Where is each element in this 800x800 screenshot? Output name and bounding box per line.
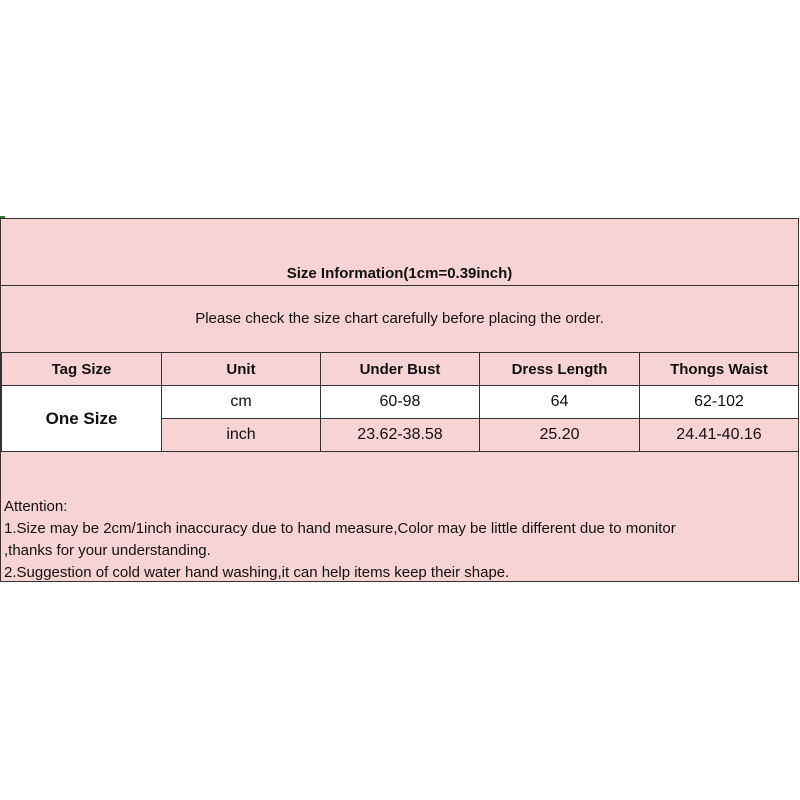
- attention-notes: [4, 496, 794, 584]
- size-chart-title: Size Information(1cm=0.39inch): [286, 265, 513, 282]
- attention-heading: Attention:: [4, 498, 68, 515]
- dress-length-cell: 64: [480, 386, 640, 419]
- unit-cell: cm: [162, 386, 321, 419]
- size-chart-title-cell: [1, 219, 798, 286]
- unit-cell: inch: [162, 419, 321, 452]
- header-dress-length: Dress Length: [480, 353, 640, 386]
- under-bust-cell: 60-98: [321, 386, 480, 419]
- attention-line-1: 1.Size may be 2cm/1inch inaccuracy due to hand measure,Color may be little different due to monitor: [4, 520, 676, 537]
- table-header-row: [2, 353, 799, 386]
- size-chart-note: Please check the size chart carefully before placing the order.: [195, 310, 604, 327]
- size-table: [1, 352, 799, 452]
- under-bust-cell: 23.62-38.58: [321, 419, 480, 452]
- thongs-waist-cell: 62-102: [640, 386, 799, 419]
- header-under-bust: Under Bust: [321, 353, 480, 386]
- header-thongs-waist: Thongs Waist: [640, 353, 799, 386]
- attention-line-1-continued: ,thanks for your understanding.: [4, 542, 211, 559]
- header-tag-size: Tag Size: [2, 353, 162, 386]
- dress-length-cell: 25.20: [480, 419, 640, 452]
- size-chart: [0, 218, 799, 582]
- thongs-waist-cell: 24.41-40.16: [640, 419, 799, 452]
- table-row: [2, 386, 799, 419]
- attention-line-2: 2.Suggestion of cold water hand washing,it can help items keep their shape.: [4, 564, 510, 581]
- size-chart-note-cell: [1, 286, 798, 353]
- tag-size-cell: One Size: [2, 386, 162, 452]
- header-unit: Unit: [162, 353, 321, 386]
